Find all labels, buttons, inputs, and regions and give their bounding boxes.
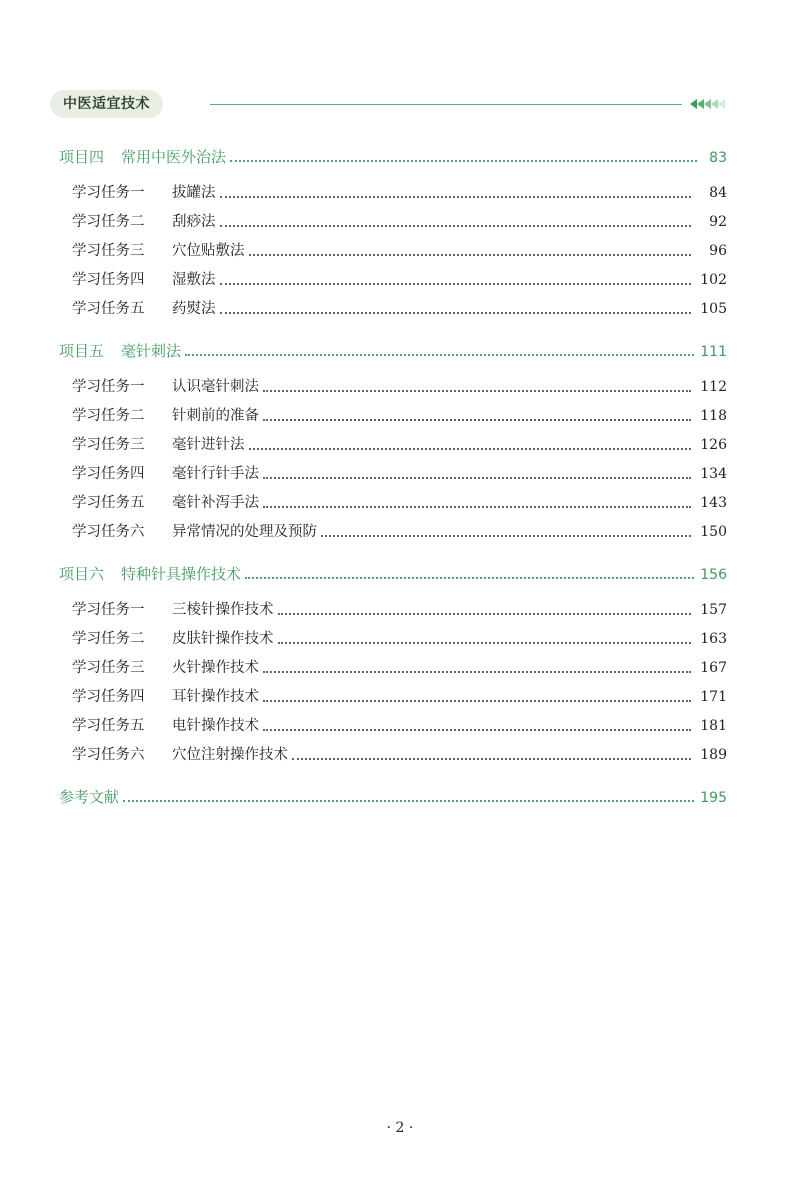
task-title: 三棱针操作技术 <box>172 602 274 618</box>
task-title: 火针操作技术 <box>172 660 259 676</box>
task-title: 毫针补泻手法 <box>172 495 259 511</box>
task-page-number: 143 <box>700 495 727 511</box>
toc-entry[interactable] <box>59 714 727 743</box>
dot-leader <box>220 225 692 227</box>
task-number: 学习任务三 <box>72 660 145 676</box>
toc-section <box>59 786 727 810</box>
section-number: 项目五 <box>59 342 105 360</box>
task-title: 皮肤针操作技术 <box>172 631 274 647</box>
toc-entry[interactable] <box>59 656 727 685</box>
toc-entry[interactable] <box>59 268 727 297</box>
toc-entry[interactable] <box>59 239 727 268</box>
dot-leader <box>263 477 691 479</box>
task-title: 毫针行针手法 <box>172 466 259 482</box>
dot-leader <box>292 758 691 760</box>
task-title: 湿敷法 <box>172 272 216 288</box>
task-page-number: 157 <box>700 602 727 618</box>
toc-section-heading[interactable] <box>59 563 727 587</box>
toc-entry[interactable] <box>59 181 727 210</box>
toc-section-heading[interactable] <box>59 340 727 364</box>
task-title: 针刺前的准备 <box>172 408 259 424</box>
task-number: 学习任务三 <box>72 243 145 259</box>
running-header <box>50 90 730 118</box>
task-number: 学习任务五 <box>72 301 145 317</box>
task-page-number: 96 <box>709 243 727 259</box>
dot-leader <box>249 448 692 450</box>
toc-section <box>59 563 727 772</box>
task-page-number: 171 <box>700 689 727 705</box>
section-title: 毫针刺法 <box>121 342 182 360</box>
task-page-number: 163 <box>700 631 727 647</box>
dot-leader <box>263 700 691 702</box>
task-page-number: 181 <box>700 718 727 734</box>
task-title: 认识毫针刺法 <box>172 379 259 395</box>
dot-leader <box>220 312 692 314</box>
task-number: 学习任务五 <box>72 718 145 734</box>
section-number: 项目四 <box>59 148 105 166</box>
task-number: 学习任务一 <box>72 602 145 618</box>
dot-leader <box>230 160 697 162</box>
task-page-number: 84 <box>709 185 727 201</box>
toc-entry[interactable] <box>59 743 727 772</box>
task-number: 学习任务五 <box>72 495 145 511</box>
task-number: 学习任务一 <box>72 379 145 395</box>
task-page-number: 118 <box>700 408 727 424</box>
task-number: 学习任务六 <box>72 524 145 540</box>
toc-entry[interactable] <box>59 462 727 491</box>
dot-leader <box>263 419 691 421</box>
task-title: 刮痧法 <box>172 214 216 230</box>
toc-entry[interactable] <box>59 685 727 714</box>
page-number: · 2 · <box>386 1120 414 1136</box>
dot-leader <box>278 613 692 615</box>
task-number: 学习任务四 <box>72 466 145 482</box>
task-page-number: 167 <box>700 660 727 676</box>
toc-entry[interactable] <box>59 404 727 433</box>
section-page-number: 156 <box>700 567 727 583</box>
toc-section-heading[interactable] <box>59 786 727 810</box>
task-page-number: 112 <box>700 379 727 395</box>
toc-entry[interactable] <box>59 210 727 239</box>
dot-leader <box>245 577 694 579</box>
toc-entry[interactable] <box>59 627 727 656</box>
task-page-number: 102 <box>700 272 727 288</box>
toc-entry[interactable] <box>59 520 727 549</box>
section-title: 特种针具操作技术 <box>121 565 242 583</box>
table-of-contents <box>59 146 727 824</box>
dot-leader <box>220 196 692 198</box>
task-title: 拔罐法 <box>172 185 216 201</box>
section-page-number: 83 <box>709 150 727 166</box>
task-title: 穴位贴敷法 <box>172 243 245 259</box>
toc-section-heading[interactable] <box>59 146 727 170</box>
dot-leader <box>249 254 692 256</box>
triangle-arrows-icon <box>690 96 730 112</box>
task-number: 学习任务一 <box>72 185 145 201</box>
task-number: 学习任务二 <box>72 214 145 230</box>
task-page-number: 189 <box>700 747 727 763</box>
dot-leader <box>263 506 691 508</box>
task-title: 穴位注射操作技术 <box>172 747 288 763</box>
task-number: 学习任务四 <box>72 272 145 288</box>
dot-leader <box>263 729 691 731</box>
task-title: 药熨法 <box>172 301 216 317</box>
task-number: 学习任务六 <box>72 747 145 763</box>
section-title: 参考文献 <box>59 788 120 806</box>
header-rule <box>210 104 682 105</box>
task-title: 电针操作技术 <box>172 718 259 734</box>
toc-entry[interactable] <box>59 491 727 520</box>
section-number: 项目六 <box>59 565 105 583</box>
section-page-number: 195 <box>700 790 727 806</box>
task-title: 毫针进针法 <box>172 437 245 453</box>
task-page-number: 134 <box>700 466 727 482</box>
dot-leader <box>263 390 691 392</box>
toc-entry[interactable] <box>59 375 727 404</box>
task-number: 学习任务二 <box>72 408 145 424</box>
task-title: 异常情况的处理及预防 <box>172 524 317 540</box>
task-number: 学习任务三 <box>72 437 145 453</box>
task-number: 学习任务二 <box>72 631 145 647</box>
dot-leader <box>278 642 692 644</box>
section-title: 常用中医外治法 <box>121 148 227 166</box>
task-number: 学习任务四 <box>72 689 145 705</box>
section-page-number: 111 <box>700 344 727 360</box>
book-title: 中医适宜技术 <box>50 90 163 118</box>
toc-section <box>59 340 727 549</box>
task-page-number: 92 <box>709 214 727 230</box>
toc-entry[interactable] <box>59 433 727 462</box>
toc-entry[interactable] <box>59 297 727 326</box>
task-title: 耳针操作技术 <box>172 689 259 705</box>
dot-leader <box>185 354 694 356</box>
dot-leader <box>123 800 694 802</box>
task-page-number: 126 <box>700 437 727 453</box>
dot-leader <box>263 671 691 673</box>
task-page-number: 105 <box>700 301 727 317</box>
toc-entry[interactable] <box>59 598 727 627</box>
dot-leader <box>220 283 692 285</box>
dot-leader <box>321 535 691 537</box>
toc-section <box>59 146 727 326</box>
task-page-number: 150 <box>700 524 727 540</box>
